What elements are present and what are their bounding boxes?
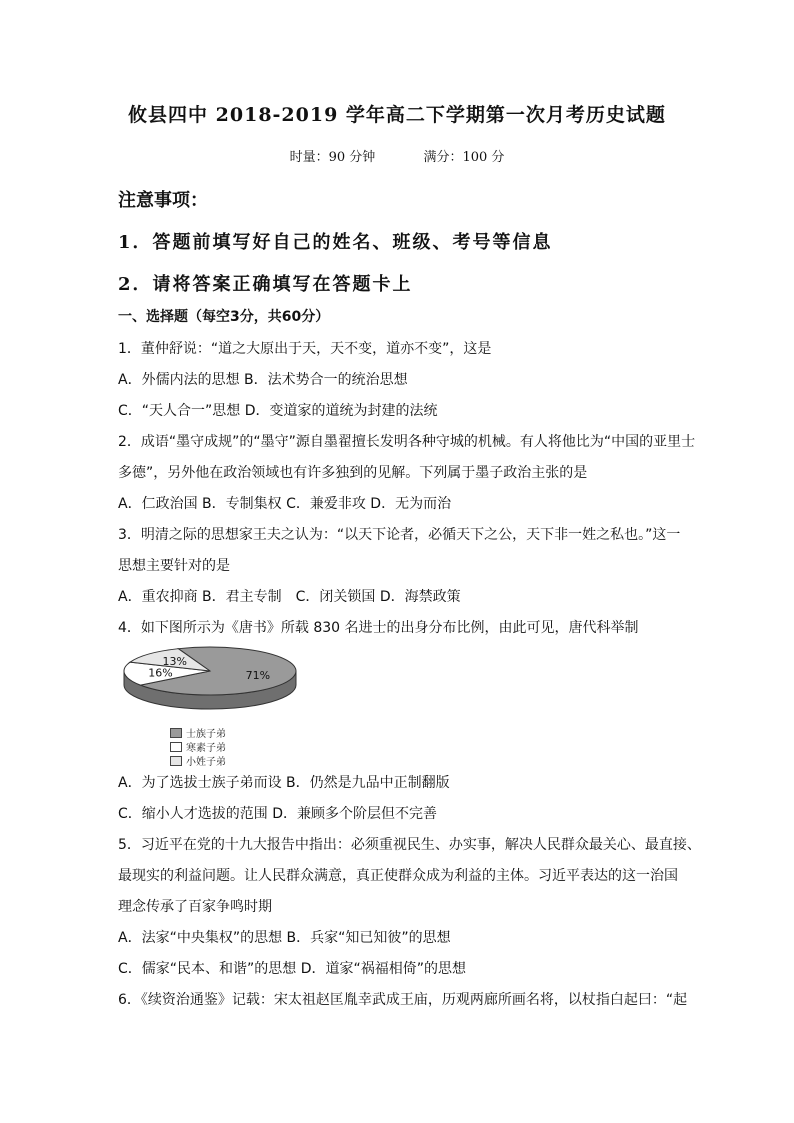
legend-label: 士族子弟	[186, 729, 226, 740]
question-line: 最现实的利益问题。让人民群众满意，真正使群众成为利益的主体。习近平表达的这一治国	[118, 868, 678, 884]
question-line: 1．董仲舒说：“道之大原出于天，天不变，道亦不变”，这是	[118, 341, 492, 357]
notice-item: 2．请将答案正确填写在答题卡上	[118, 274, 413, 295]
legend-item	[170, 753, 226, 768]
pie-data-label: 13%	[162, 655, 187, 669]
legend-label: 寒素子弟	[186, 743, 226, 754]
legend-swatch	[170, 728, 182, 738]
question-line: 5．习近平在党的十九大报告中指出：必须重视民生、办实事，解决人民群众最关心、最直接、	[118, 837, 701, 853]
question-line: C．“天人合一”思想 D．变道家的道统为封建的法统	[118, 403, 438, 419]
section-title: 一、选择题（每空3分，共60分）	[118, 309, 330, 325]
legend-swatch	[170, 756, 182, 766]
pie-data-label: 16%	[148, 666, 173, 680]
notice-item: 1．答题前填写好自己的姓名、班级、考号等信息	[118, 232, 553, 253]
full-score: 满分：100 分	[423, 150, 505, 165]
legend-item	[170, 739, 226, 754]
question-line: 多德”，另外他在政治领域也有许多独到的见解。下列属于墨子政治主张的是	[118, 465, 588, 481]
question-line: 思想主要针对的是	[118, 558, 230, 574]
pie-data-label: 71%	[245, 668, 271, 682]
question-line: 6．《续资治通鉴》记载：宋太祖赵匡胤幸武成王庙，历观两廊所画名将，以杖指白起曰：“起	[118, 992, 688, 1008]
legend-label: 小姓子弟	[186, 757, 226, 768]
question-line: C．缩小人才选拔的范围 D．兼顾多个阶层但不完善	[118, 806, 438, 822]
notice-heading: 注意事项：	[118, 190, 208, 211]
question-line: A．外儒内法的思想 B．法术势合一的统治思想	[118, 372, 408, 388]
legend-swatch	[170, 742, 182, 752]
pie-chart	[118, 643, 298, 767]
legend-item	[170, 725, 226, 740]
exam-meta	[0, 146, 794, 165]
time-limit: 时量：90 分钟	[289, 150, 376, 165]
question-line: A．法家“中央集权”的思想 B．兵家“知已知彼”的思想	[118, 930, 451, 946]
page-title: 攸县四中 2018-2019 学年高二下学期第一次月考历史试题	[128, 104, 666, 126]
pie-chart-svg	[118, 643, 298, 723]
question-line: A．为了选拔士族子弟而设 B．仍然是九品中正制翻版	[118, 775, 450, 791]
question-line: 2．成语“墨守成规”的“墨守”源自墨翟擅长发明各种守城的机械。有人将他比为“中国的亚里士	[118, 434, 696, 450]
question-line: 3．明清之际的思想家王夫之认为：“以天下论者，必循天下之公，天下非一姓之私也。”这一	[118, 527, 681, 543]
question-line: 4．如下图所示为《唐书》所载 830 名进士的出身分布比例，由此可见，唐代科举制	[118, 620, 639, 636]
question-line: A．重农抑商 B．君主专制 C．闭关锁国 D．海禁政策	[118, 589, 461, 605]
question-line: A．仁政治国 B．专制集权 C．兼爱非攻 D．无为而治	[118, 496, 452, 512]
question-line: 理念传承了百家争鸣时期	[118, 899, 272, 915]
question-line: C．儒家“民本、和谐”的思想 D．道家“祸福相倚”的思想	[118, 961, 467, 977]
